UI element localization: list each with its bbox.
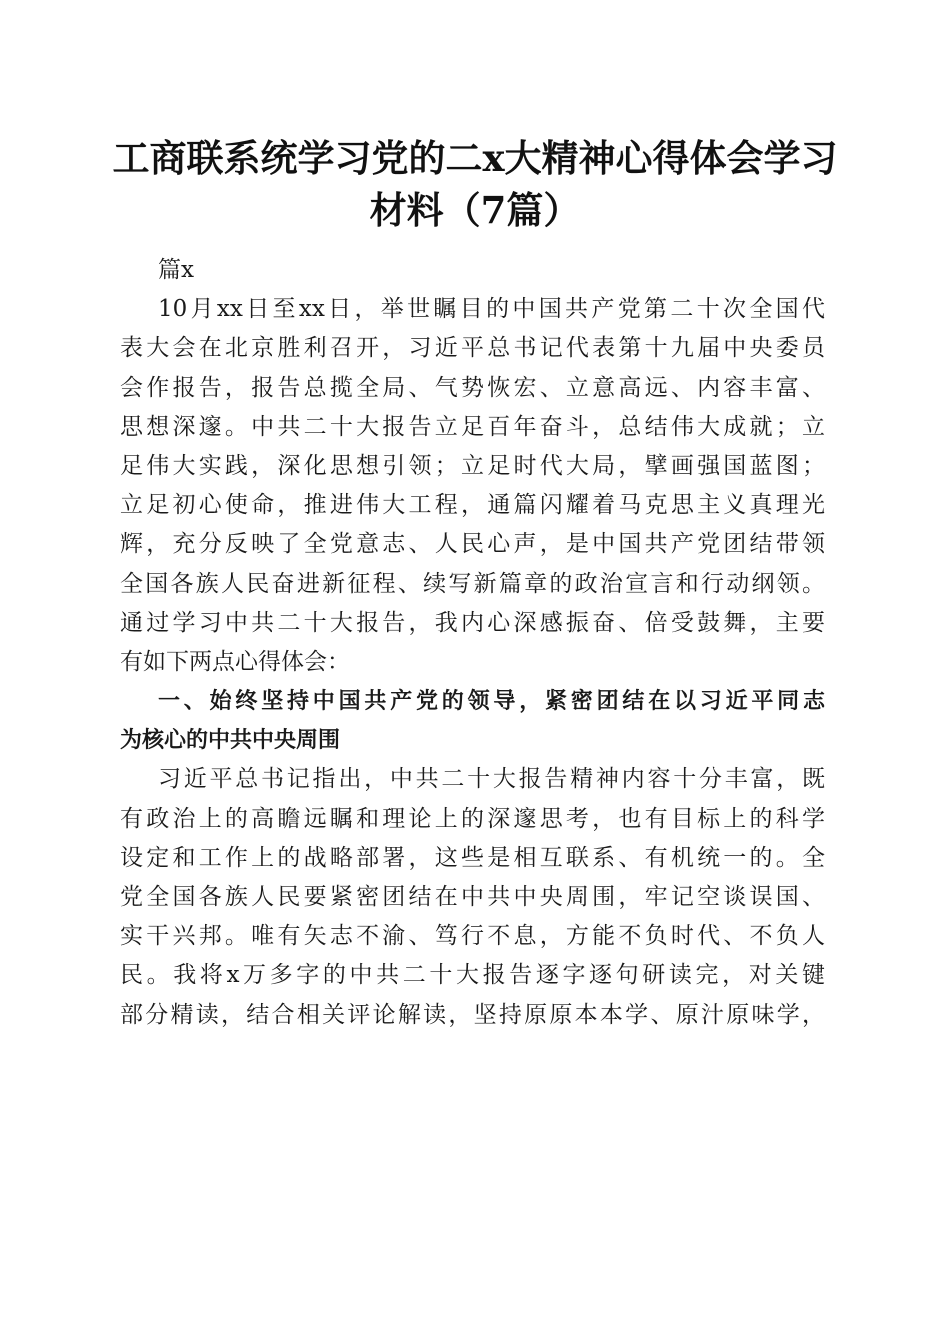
title-line-2: 材料（7篇）	[369, 188, 581, 232]
paragraph-line: 立足初心使命，推进伟大工程，通篇闪耀着马克思主义真理光	[120, 492, 825, 519]
title-line-1: 工商联系统学习党的二x大精神心得体会学习	[112, 136, 838, 180]
heading-line: 为核心的中共中央周围	[120, 728, 341, 754]
paragraph-line: 实干兴邦。唯有矢志不渝、笃行不息，方能不负时代、不负人	[120, 923, 825, 950]
paragraph-line: 通过学习中共二十大报告，我内心深感振奋、倍受鼓舞，主要	[120, 609, 825, 636]
paragraph-line: 思想深邃。中共二十大报告立足百年奋斗，总结伟大成就；立	[120, 413, 825, 440]
paragraph-line: 有政治上的高瞻远瞩和理论上的深邃思考，也有目标上的科学	[120, 805, 825, 832]
paragraph-line: 全国各族人民奋进新征程、续写新篇章的政治宣言和行动纲领。	[120, 570, 825, 597]
section-heading-1	[120, 682, 825, 760]
heading-line: 一、始终坚持中国共产党的领导，紧密团结在以习近平同志	[158, 689, 825, 715]
paragraph-line: 习近平总书记指出，中共二十大报告精神内容十分丰富，既	[158, 766, 825, 793]
paragraph-line: 民。我将x万多字的中共二十大报告逐字逐句研读完，对关键	[120, 962, 825, 989]
paragraph-line: 党全国各族人民要紧密团结在中共中央周围，牢记空谈误国、	[120, 884, 825, 910]
paragraph-line: 足伟大实践，深化思想引领；立足时代大局，擘画强国蓝图；	[120, 452, 825, 479]
paragraph-2	[120, 760, 825, 1034]
paragraph-line: 会作报告，报告总揽全局、气势恢宏、立意高远、内容丰富、	[120, 374, 825, 401]
document-body	[120, 251, 825, 1035]
paragraph-line: 辉，充分反映了全党意志、人民心声，是中国共产党团结带领	[120, 531, 825, 558]
paragraph-line: 10月xx日至xx日，举世瞩目的中国共产党第二十次全国代	[158, 296, 825, 323]
paragraph-line: 有如下两点心得体会：	[120, 648, 350, 675]
paragraph-line: 表大会在北京胜利召开，习近平总书记代表第十九届中央委员	[120, 335, 825, 362]
paragraph-line: 部分精读，结合相关评论解读，坚持原原本本学、原汁原味学，	[120, 1001, 825, 1028]
paragraph-line: 设定和工作上的战略部署，这些是相互联系、有机统一的。全	[120, 844, 825, 871]
section-label: 篇x	[158, 257, 194, 283]
document-title	[100, 132, 850, 236]
paragraph-1	[120, 290, 825, 682]
